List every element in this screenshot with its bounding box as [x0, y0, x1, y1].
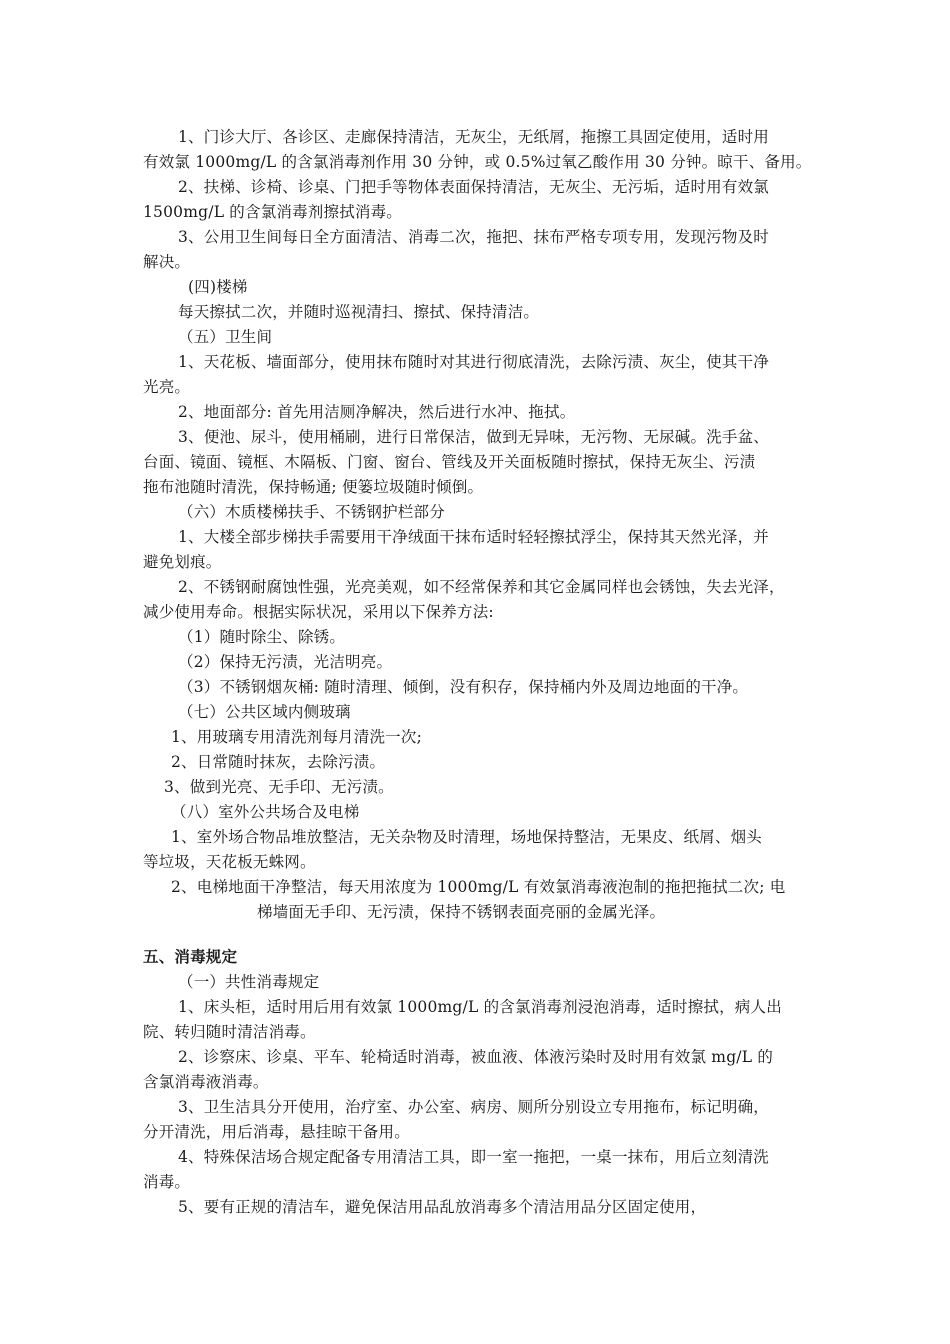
- text-line: 1500mg/L 的含氯消毒剂擦拭消毒。: [143, 203, 403, 221]
- section-heading: (四)楼梯: [188, 278, 248, 296]
- list-item: （3）不锈钢烟灰桶: 随时清理、倾倒，没有积存，保持桶内外及周边地面的干净。: [178, 678, 749, 696]
- text-line: 5、要有正规的清洁车，避免保洁用品乱放消毒多个清洁用品分区固定使用，: [178, 1198, 707, 1216]
- text-line: 1、大楼全部步梯扶手需要用干净绒面干抹布适时轻轻擦拭浮尘，保持其天然光泽，并: [178, 528, 769, 546]
- section-heading: （一）共性消毒规定: [178, 973, 320, 991]
- section-heading: （七）公共区域内侧玻璃: [178, 703, 351, 721]
- text-line: 光亮。: [143, 378, 191, 396]
- chapter-heading: 五、消毒规定: [143, 948, 238, 966]
- text-line: 4、特殊保洁场合规定配备专用清洁工具，即一室一拖把，一桌一抹布，用后立刻清洗: [178, 1148, 769, 1166]
- text-line: 1、天花板、墙面部分，使用抹布随时对其进行彻底清洗，去除污渍、灰尘，使其干净: [178, 353, 769, 371]
- text-line: 消毒。: [143, 1173, 191, 1191]
- text-line: 3、做到光亮、无手印、无污渍。: [164, 778, 394, 796]
- section-heading: （五）卫生间: [178, 328, 273, 346]
- text-line: 解决。: [143, 253, 191, 271]
- text-line: 2、电梯地面干净整洁，每天用浓度为 1000mg/L 有效氯消毒液泡制的拖把拖拭二次; 电: [171, 878, 786, 896]
- text-line: 避免划痕。: [143, 553, 222, 571]
- text-line: 2、扶梯、诊椅、诊桌、门把手等物体表面保持清洁，无灰尘、无污垢，适时用有效氯: [178, 178, 769, 196]
- text-line: 1、门诊大厅、各诊区、走廊保持清洁，无灰尘，无纸屑，拖擦工具固定使用，适时用: [178, 128, 769, 146]
- list-item: （1）随时除尘、除锈。: [178, 628, 346, 646]
- text-line: 2、不锈钢耐腐蚀性强，光亮美观，如不经常保养和其它金属同样也会锈蚀，失去光泽，: [178, 578, 785, 596]
- text-line: 2、诊察床、诊桌、平车、轮椅适时消毒，被血液、体液污染时及时用有效氯 mg/L 的: [178, 1048, 774, 1066]
- text-line: 等垃圾，天花板无蛛网。: [143, 853, 316, 871]
- text-line: 3、公用卫生间每日全方面清洁、消毒二次，拖把、抹布严格专项专用，发现污物及时: [178, 228, 769, 246]
- text-line: 分开清洗，用后消毒，悬挂晾干备用。: [143, 1123, 410, 1141]
- text-line: 减少使用寿命。根据实际状况，采用以下保养方法:: [143, 603, 494, 621]
- text-line: 有效氯 1000mg/L 的含氯消毒剂作用 30 分钟，或 0.5%过氧乙酸作用 30 分钟。晾干、备用。: [143, 153, 812, 171]
- text-line: 3、卫生洁具分开使用，治疗室、办公室、病房、厕所分别设立专用拖布，标记明确，: [178, 1098, 769, 1116]
- text-line: 含氯消毒液消毒。: [143, 1073, 269, 1091]
- text-line: 每天擦拭二次，并随时巡视清扫、擦拭、保持清洁。: [178, 303, 540, 321]
- text-line: 2、日常随时抹灰，去除污渍。: [171, 753, 386, 771]
- text-line: 院、转归随时清洁消毒。: [143, 1023, 316, 1041]
- section-heading: （六）木质楼梯扶手、不锈钢护栏部分: [178, 503, 445, 521]
- text-line: 梯墙面无手印、无污渍，保持不锈钢表面亮丽的金属光泽。: [257, 903, 666, 921]
- text-line: 1、用玻璃专用清洗剂每月清洗一次;: [171, 728, 422, 746]
- text-line: 1、室外场合物品堆放整洁，无关杂物及时清理，场地保持整洁，无果皮、纸屑、烟头: [171, 828, 762, 846]
- section-heading: （八）室外公共场合及电梯: [171, 803, 360, 821]
- list-item: （2）保持无污渍，光洁明亮。: [178, 653, 393, 671]
- text-line: 台面、镜面、镜框、木隔板、门窗、窗台、管线及开关面板随时擦拭，保持无灰尘、污渍: [143, 453, 756, 471]
- text-line: 拖布池随时清洗，保持畅通; 便篓垃圾随时倾倒。: [143, 478, 484, 496]
- text-line: 1、床头柜，适时用后用有效氯 1000mg/L 的含氯消毒剂浸泡消毒，适时擦拭，病人出: [178, 998, 782, 1016]
- text-line: 2、地面部分: 首先用洁厕净解决，然后进行水冲、拖拭。: [178, 403, 576, 421]
- text-line: 3、便池、尿斗，使用桶刷，进行日常保洁，做到无异味，无污物、无尿碱。洗手盆、: [178, 428, 769, 446]
